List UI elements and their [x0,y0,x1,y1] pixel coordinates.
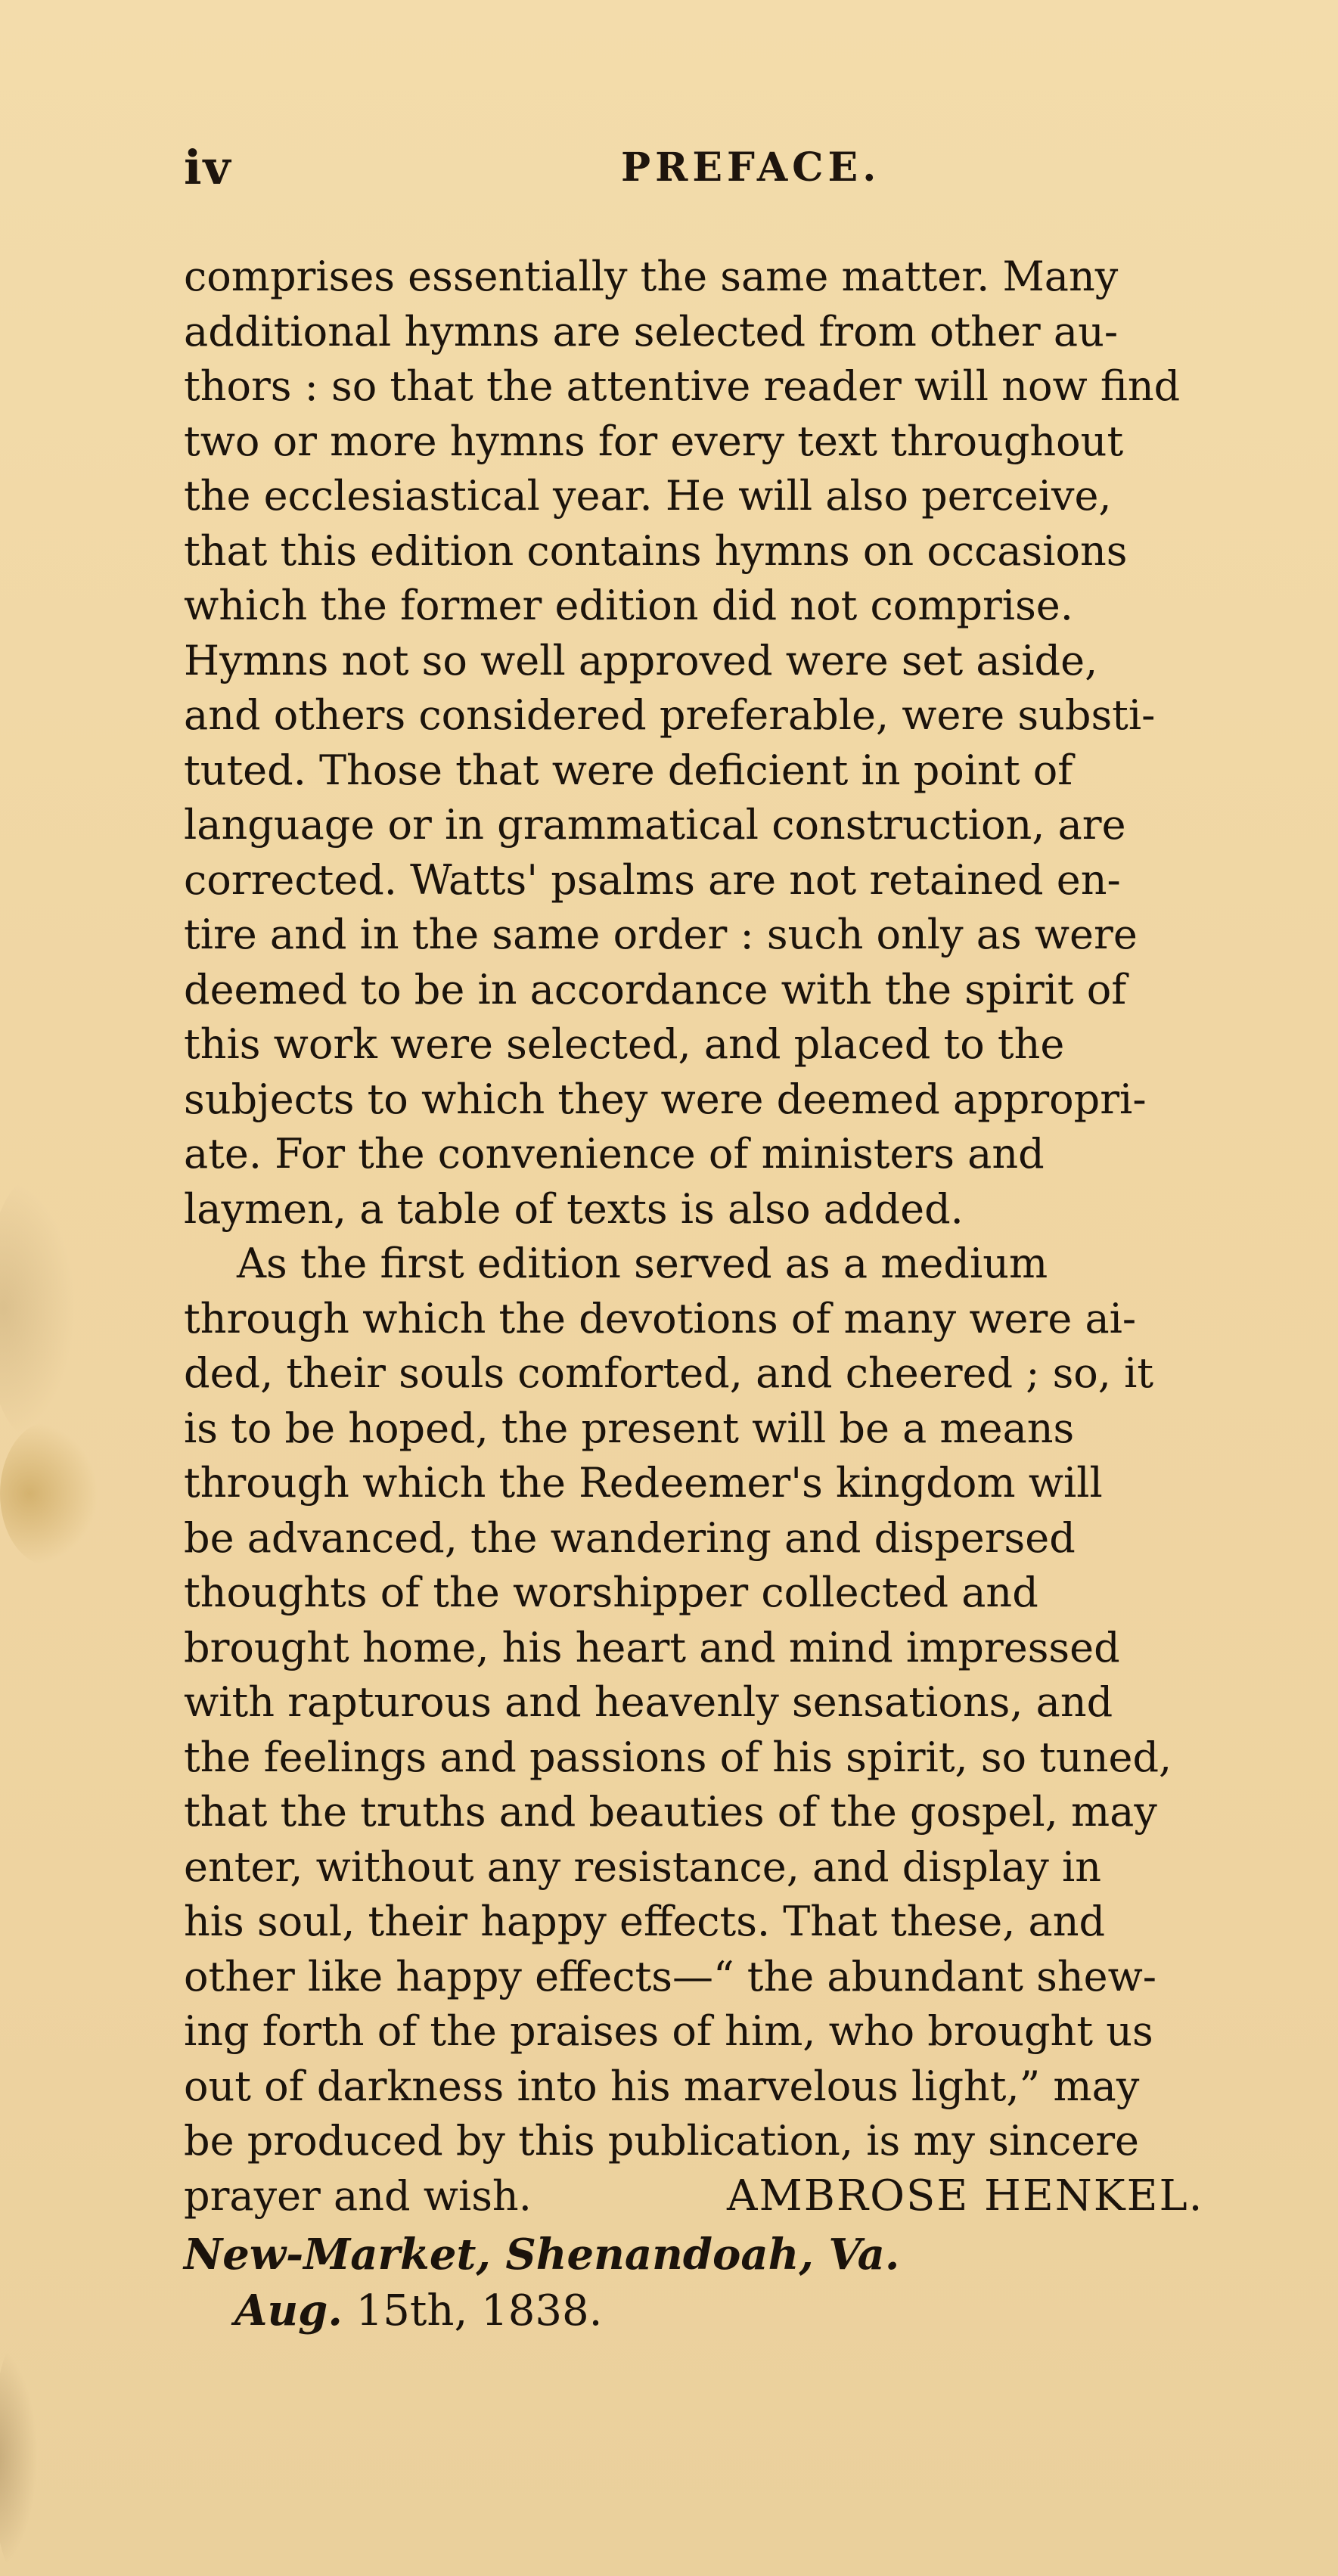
date-month: Aug. [234,2286,343,2335]
page-stain [0,1180,76,1437]
text-line: with rapturous and heavenly sensations, and [184,1678,1113,1726]
text-line: tuted. Those that were deficient in point of [184,746,1073,794]
text-line: through which the Redeemer's kingdom will [184,1459,1103,1507]
page-edge-shadow [0,2345,38,2571]
text-line: comprises essentially the same matter. Many [184,253,1119,300]
text-line: be advanced, the wandering and dispersed [184,1513,1076,1562]
text-line: and others considered preferable, were substi- [184,691,1156,739]
text-line: this work were selected, and placed to the [184,1020,1065,1068]
page-number: iv [184,140,232,195]
text-line: the ecclesiastical year. He will also perceive, [184,472,1112,520]
text-line: two or more hymns for every text throughout [184,417,1124,465]
text-line: tire and in the same order : such only as were [184,911,1138,958]
running-title: PREFACE. [621,144,881,191]
closing-line [184,2169,1303,2224]
text-line: ate. For the convenience of ministers and [184,1130,1045,1178]
page-stain [0,1422,98,1566]
text-line: enter, without any resistance, and display in [184,1842,1102,1891]
date-line [234,2286,602,2335]
text-line: that this edition contains hymns on occasions [184,526,1128,575]
text-line: deemed to be in accordance with the spirit of [184,965,1127,1013]
text-line: Hymns not so well approved were set aside, [184,636,1098,684]
text-line: out of darkness into his marvelous light,” may [184,2062,1140,2110]
text-line: corrected. Watts' psalms are not retained en- [184,855,1121,904]
text-line: laymen, a table of texts is also added. [184,1184,964,1233]
text-line: that the truths and beauties of the gospel, may [184,1788,1157,1836]
text-line: be produced by this publication, is my sincere [184,2117,1139,2165]
text-line: thors : so that the attentive reader will now find [184,362,1181,410]
text-line: other like happy effects—“ the abundant shew- [184,1952,1157,2000]
text-line: which the former edition did not comprise. [184,582,1073,629]
author-signature: AMBROSE HENKEL. [727,2171,1204,2221]
page-header [184,140,1144,200]
text-line: through which the devotions of many were ai- [184,1294,1137,1342]
preface-body [184,250,1303,2224]
text-line: additional hymns are selected from other au- [184,307,1119,355]
text-line: his soul, their happy effects. That these, and [184,1898,1106,1945]
date-year: 1838. [481,2286,603,2335]
date-day: 15th, [355,2286,468,2335]
place-line: New-Market, Shenandoah, Va. [184,2230,900,2280]
text-line: thoughts of the worshipper collected and [184,1569,1038,1616]
text-line: language or in grammatical construction, are [184,801,1126,849]
text-line: ing forth of the praises of him, who brought us [184,2007,1153,2055]
paragraph-start-line: As the first edition served as a medium [237,1240,1048,1287]
text-line: subjects to which they were deemed appropri- [184,1075,1147,1123]
closing-text: prayer and wish. [184,2171,532,2220]
text-line: the feelings and passions of his spirit, so tuned, [184,1733,1172,1781]
text-line: brought home, his heart and mind impressed [184,1623,1120,1671]
text-line: ded, their souls comforted, and cheered ; so, it [184,1349,1154,1397]
text-line: is to be hoped, the present will be a means [184,1404,1075,1452]
